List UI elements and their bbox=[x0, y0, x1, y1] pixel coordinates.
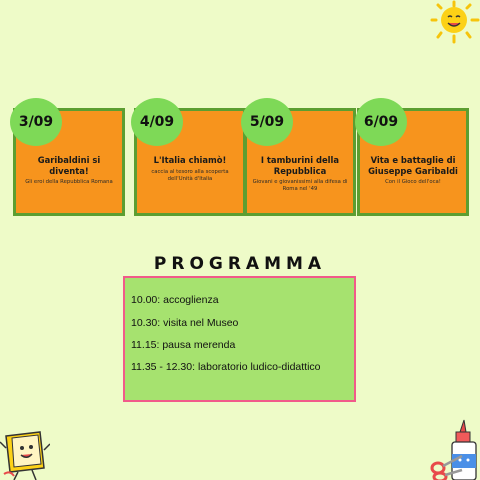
card-title: Vita e battaglie di Giuseppe Garibaldi Con il Gioco dell'oca! bbox=[364, 155, 462, 186]
date-badge: 4/09 bbox=[131, 98, 183, 146]
date-badge: 6/09 bbox=[355, 98, 407, 146]
program-item: 10.30: visita nel Museo bbox=[131, 317, 239, 329]
card-subtitle: caccia al tesoro alla scoperta dell'Unità d'Italia bbox=[151, 168, 229, 182]
program-item: 11.35 - 12.30: laboratorio ludico-didattico bbox=[131, 361, 321, 373]
card-title: I tamburini della Repubblica Giovani e giovanissimi alla difesa di Roma nel '49 bbox=[252, 155, 348, 193]
book-character-icon bbox=[0, 428, 50, 480]
card-title: Garibaldini si diventa! Gli eroi della Repubblica Romana bbox=[20, 155, 118, 186]
scissors-icon bbox=[430, 446, 464, 480]
program-title: PROGRAMMA bbox=[153, 254, 327, 274]
card-subtitle: Giovani e giovanissimi alla difesa di Roma nel '49 bbox=[252, 179, 348, 193]
card-subtitle: Gli eroi della Repubblica Romana bbox=[25, 179, 113, 185]
date-badge: 5/09 bbox=[241, 98, 293, 146]
date-badge: 3/09 bbox=[10, 98, 62, 146]
sun-icon bbox=[428, 0, 480, 44]
card-subtitle: Con il Gioco dell'oca! bbox=[385, 179, 441, 185]
program-item: 10.00: accoglienza bbox=[131, 294, 219, 306]
program-item: 11.15: pausa merenda bbox=[131, 339, 236, 351]
card-title: L'Italia chiamò! caccia al tesoro alla scoperta dell'Unità d'Italia bbox=[141, 155, 239, 183]
program-box bbox=[123, 276, 356, 402]
